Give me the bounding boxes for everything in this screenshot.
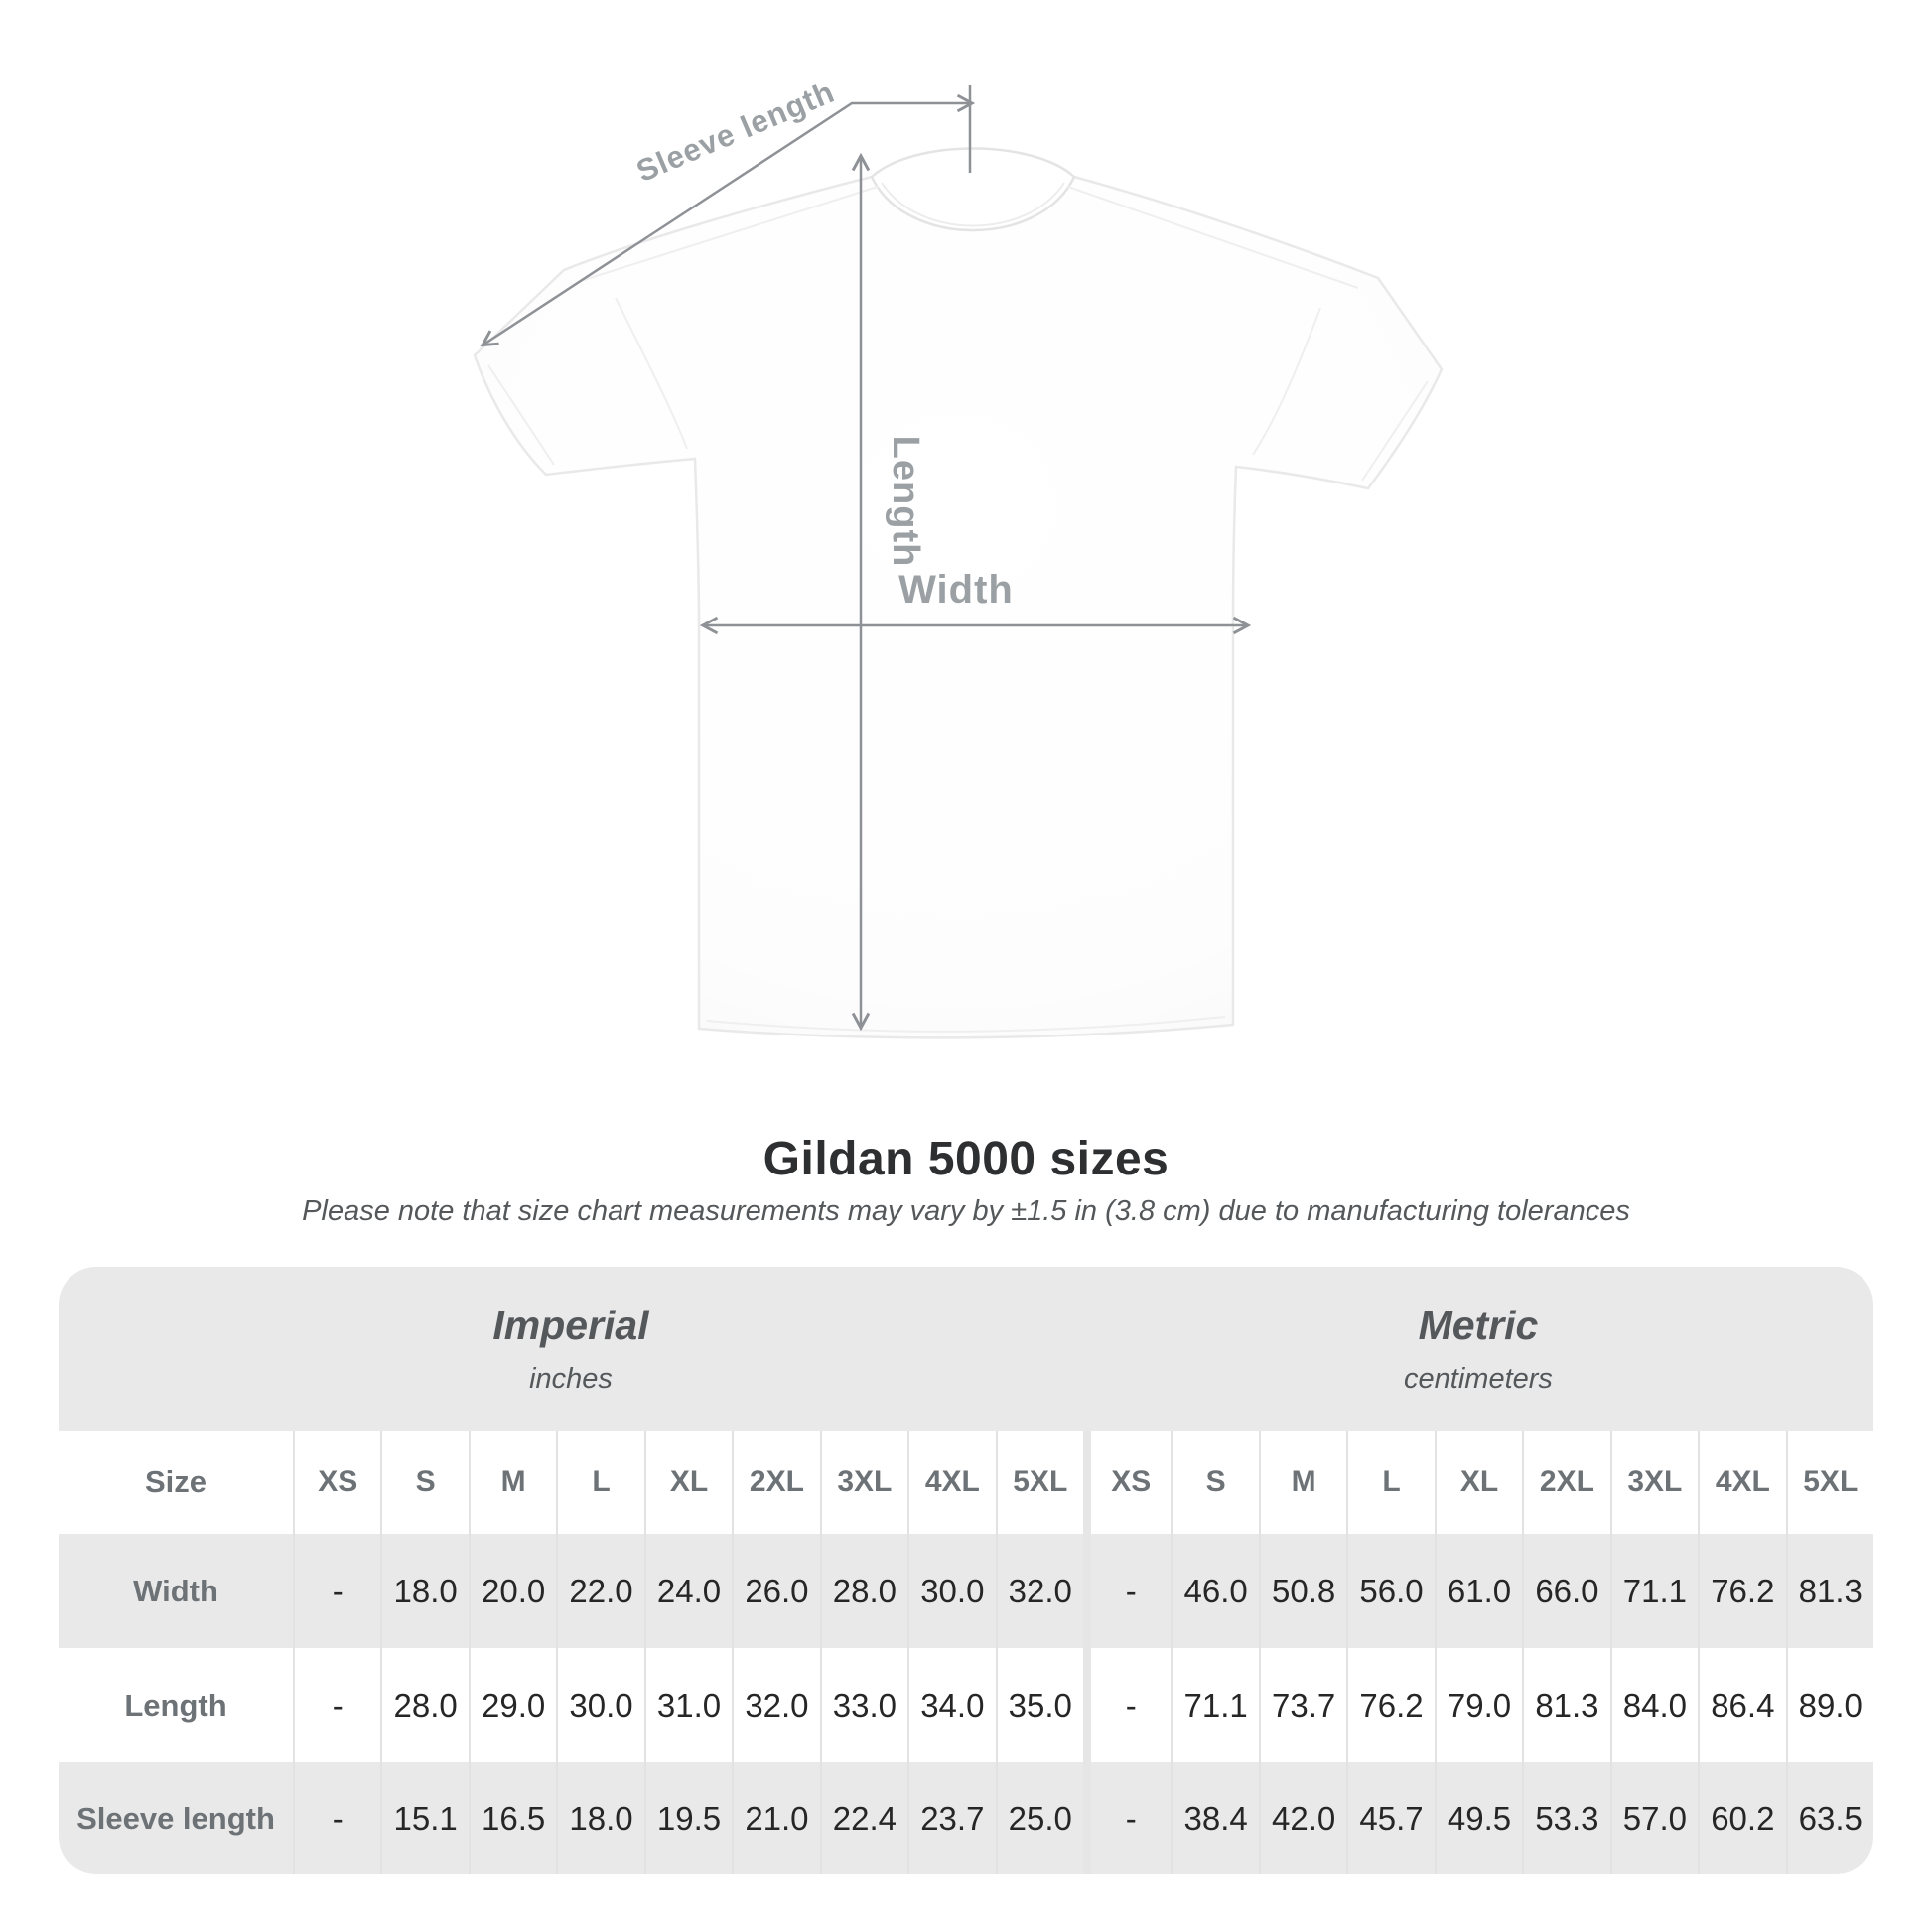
size-column-header: 5XL	[996, 1431, 1083, 1534]
table-cell: -	[293, 1762, 380, 1874]
table-cell: 15.1	[380, 1762, 468, 1874]
row-label-width: Width	[59, 1534, 293, 1648]
table-cell: 86.4	[1698, 1648, 1785, 1762]
table-cell: 22.0	[556, 1534, 643, 1648]
size-column-header: XL	[644, 1431, 732, 1534]
sleeve-length-label: Sleeve length	[631, 73, 840, 190]
row-label-sleeve-length: Sleeve length	[59, 1762, 293, 1874]
table-cell: 79.0	[1435, 1648, 1522, 1762]
table-cell: 57.0	[1610, 1762, 1698, 1874]
table-cell: 61.0	[1435, 1534, 1522, 1648]
table-cell: 53.3	[1522, 1762, 1609, 1874]
table-cell: 89.0	[1786, 1648, 1873, 1762]
tolerance-note: Please note that size chart measurements may vary by ±1.5 in (3.8 cm) due to manufacturing tolerances	[302, 1195, 1630, 1227]
size-column-header: M	[1259, 1431, 1346, 1534]
table-cell: 35.0	[996, 1648, 1083, 1762]
size-column-header: 2XL	[1522, 1431, 1609, 1534]
table-cell: 21.0	[732, 1762, 819, 1874]
table-cell: 56.0	[1346, 1534, 1434, 1648]
imperial-section-header	[59, 1267, 1083, 1431]
table-cell: 81.3	[1522, 1648, 1609, 1762]
imperial-title: Imperial	[492, 1302, 649, 1348]
size-column-header: 3XL	[1610, 1431, 1698, 1534]
imperial-unit: inches	[529, 1362, 613, 1395]
size-column-header: L	[1346, 1431, 1434, 1534]
table-cell: 32.0	[996, 1534, 1083, 1648]
size-column-header: 2XL	[732, 1431, 819, 1534]
table-cell: 16.5	[469, 1762, 556, 1874]
table-cell: 19.5	[644, 1762, 732, 1874]
size-column-header: S	[380, 1431, 468, 1534]
table-cell: 31.0	[644, 1648, 732, 1762]
table-cell: 76.2	[1346, 1648, 1434, 1762]
metric-section-header	[1083, 1267, 1873, 1431]
size-column-header: S	[1171, 1431, 1258, 1534]
table-cell: 30.0	[907, 1534, 995, 1648]
size-column-header: 4XL	[907, 1431, 995, 1534]
table-cell: 23.7	[907, 1762, 995, 1874]
table-cell: 28.0	[820, 1534, 907, 1648]
table-cell: 38.4	[1171, 1762, 1258, 1874]
size-column-header: XS	[1083, 1431, 1171, 1534]
table-cell: -	[1083, 1762, 1171, 1874]
table-cell: -	[293, 1648, 380, 1762]
row-label-length: Length	[124, 1687, 227, 1723]
size-column-header: XS	[293, 1431, 380, 1534]
table-cell: 45.7	[1346, 1762, 1434, 1874]
table-cell: 60.2	[1698, 1762, 1785, 1874]
table-cell: 24.0	[644, 1534, 732, 1648]
size-column-header: L	[556, 1431, 643, 1534]
table-cell: 28.0	[380, 1648, 468, 1762]
size-column-header: XL	[1435, 1431, 1522, 1534]
table-cell: 22.4	[820, 1762, 907, 1874]
table-cell: -	[1083, 1534, 1171, 1648]
size-column-header: 3XL	[820, 1431, 907, 1534]
table-cell: 26.0	[732, 1534, 819, 1648]
table-cell: 18.0	[380, 1534, 468, 1648]
size-column-header: 4XL	[1698, 1431, 1785, 1534]
table-cell: 18.0	[556, 1762, 643, 1874]
table-cell: 20.0	[469, 1534, 556, 1648]
table-cell: 66.0	[1522, 1534, 1609, 1648]
size-column-header: 5XL	[1786, 1431, 1873, 1534]
width-label: Width	[898, 568, 1014, 612]
table-cell: 46.0	[1171, 1534, 1258, 1648]
table-cell: 71.1	[1610, 1534, 1698, 1648]
table-cell: 50.8	[1259, 1534, 1346, 1648]
table-cell: 49.5	[1435, 1762, 1522, 1874]
length-label: Length	[885, 435, 926, 568]
table-cell: 30.0	[556, 1648, 643, 1762]
table-cell: -	[1083, 1648, 1171, 1762]
table-cell: 76.2	[1698, 1534, 1785, 1648]
table-cell: 33.0	[820, 1648, 907, 1762]
page-title: Gildan 5000 sizes	[762, 1133, 1170, 1185]
table-cell: -	[293, 1534, 380, 1648]
table-cell: 71.1	[1171, 1648, 1258, 1762]
size-header-label: Size	[144, 1464, 207, 1499]
size-column-header: M	[469, 1431, 556, 1534]
table-cell: 84.0	[1610, 1648, 1698, 1762]
table-cell: 63.5	[1786, 1762, 1873, 1874]
table-cell: 81.3	[1786, 1534, 1873, 1648]
table-cell: 29.0	[469, 1648, 556, 1762]
size-table	[59, 1267, 1873, 1874]
metric-title: Metric	[1418, 1302, 1539, 1348]
table-cell: 73.7	[1259, 1648, 1346, 1762]
table-cell: 32.0	[732, 1648, 819, 1762]
metric-unit: centimeters	[1404, 1362, 1553, 1395]
table-cell: 42.0	[1259, 1762, 1346, 1874]
table-cell: 25.0	[996, 1762, 1083, 1874]
table-cell: 34.0	[907, 1648, 995, 1762]
